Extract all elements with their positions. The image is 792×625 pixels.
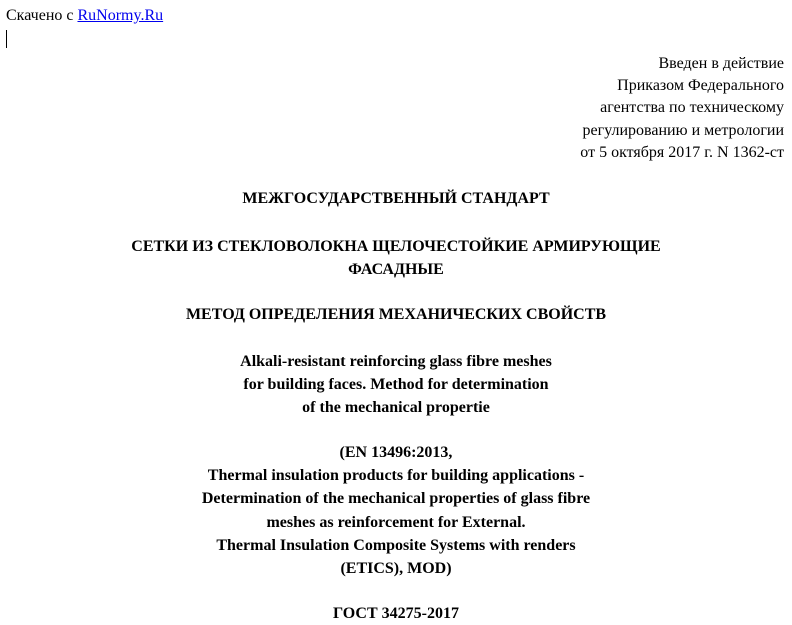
source-line bbox=[6, 6, 163, 26]
english-title bbox=[0, 350, 792, 419]
method-heading bbox=[0, 304, 792, 326]
introduction-line: регулированию и метрологии bbox=[582, 121, 784, 139]
method-title: МЕТОД ОПРЕДЕЛЕНИЯ МЕХАНИЧЕСКИХ СВОЙСТВ bbox=[185, 306, 607, 323]
english-title-line: Alkali-resistant reinforcing glass fibre meshes bbox=[240, 353, 552, 370]
en-standard-reference bbox=[0, 441, 792, 580]
english-title-line: of the mechanical propertie bbox=[302, 399, 490, 416]
en-standard-line: meshes as reinforcement for External. bbox=[266, 513, 526, 531]
introduction-line: Приказом Федерального bbox=[617, 77, 784, 95]
en-standard-line: Determination of the mechanical properties of glass fibre bbox=[201, 490, 591, 508]
text-cursor bbox=[6, 30, 7, 48]
introduction-line: агентства по техническому bbox=[600, 99, 784, 117]
gost-number: ГОСТ 34275-2017 bbox=[333, 605, 459, 622]
title-line: ФАСАДНЫЕ bbox=[348, 261, 444, 278]
gost-number-heading bbox=[0, 603, 792, 625]
en-standard-line: Thermal Insulation Composite Systems with renders bbox=[216, 536, 576, 554]
en-standard-line: Thermal insulation products for building applications - bbox=[207, 467, 585, 485]
standard-type-heading bbox=[0, 188, 792, 210]
standard-type: МЕЖГОСУДАРСТВЕННЫЙ СТАНДАРТ bbox=[242, 190, 550, 207]
title-line: СЕТКИ ИЗ СТЕКЛОВОЛОКНА ЩЕЛОЧЕСТОЙКИЕ АРМИРУЮЩИЕ bbox=[131, 238, 661, 255]
source-link[interactable]: RuNormy.Ru bbox=[77, 7, 164, 24]
document-title bbox=[0, 235, 792, 281]
en-standard-line: (ETICS), MOD) bbox=[340, 560, 452, 578]
english-title-line: for building faces. Method for determination bbox=[243, 376, 549, 393]
introduction-block bbox=[580, 53, 784, 164]
introduction-line: от 5 октября 2017 г. N 1362-ст bbox=[580, 143, 784, 161]
introduction-line: Введен в действие bbox=[658, 55, 784, 72]
source-prefix: Скачено с bbox=[6, 7, 78, 24]
en-standard-line: (EN 13496:2013, bbox=[339, 444, 453, 461]
